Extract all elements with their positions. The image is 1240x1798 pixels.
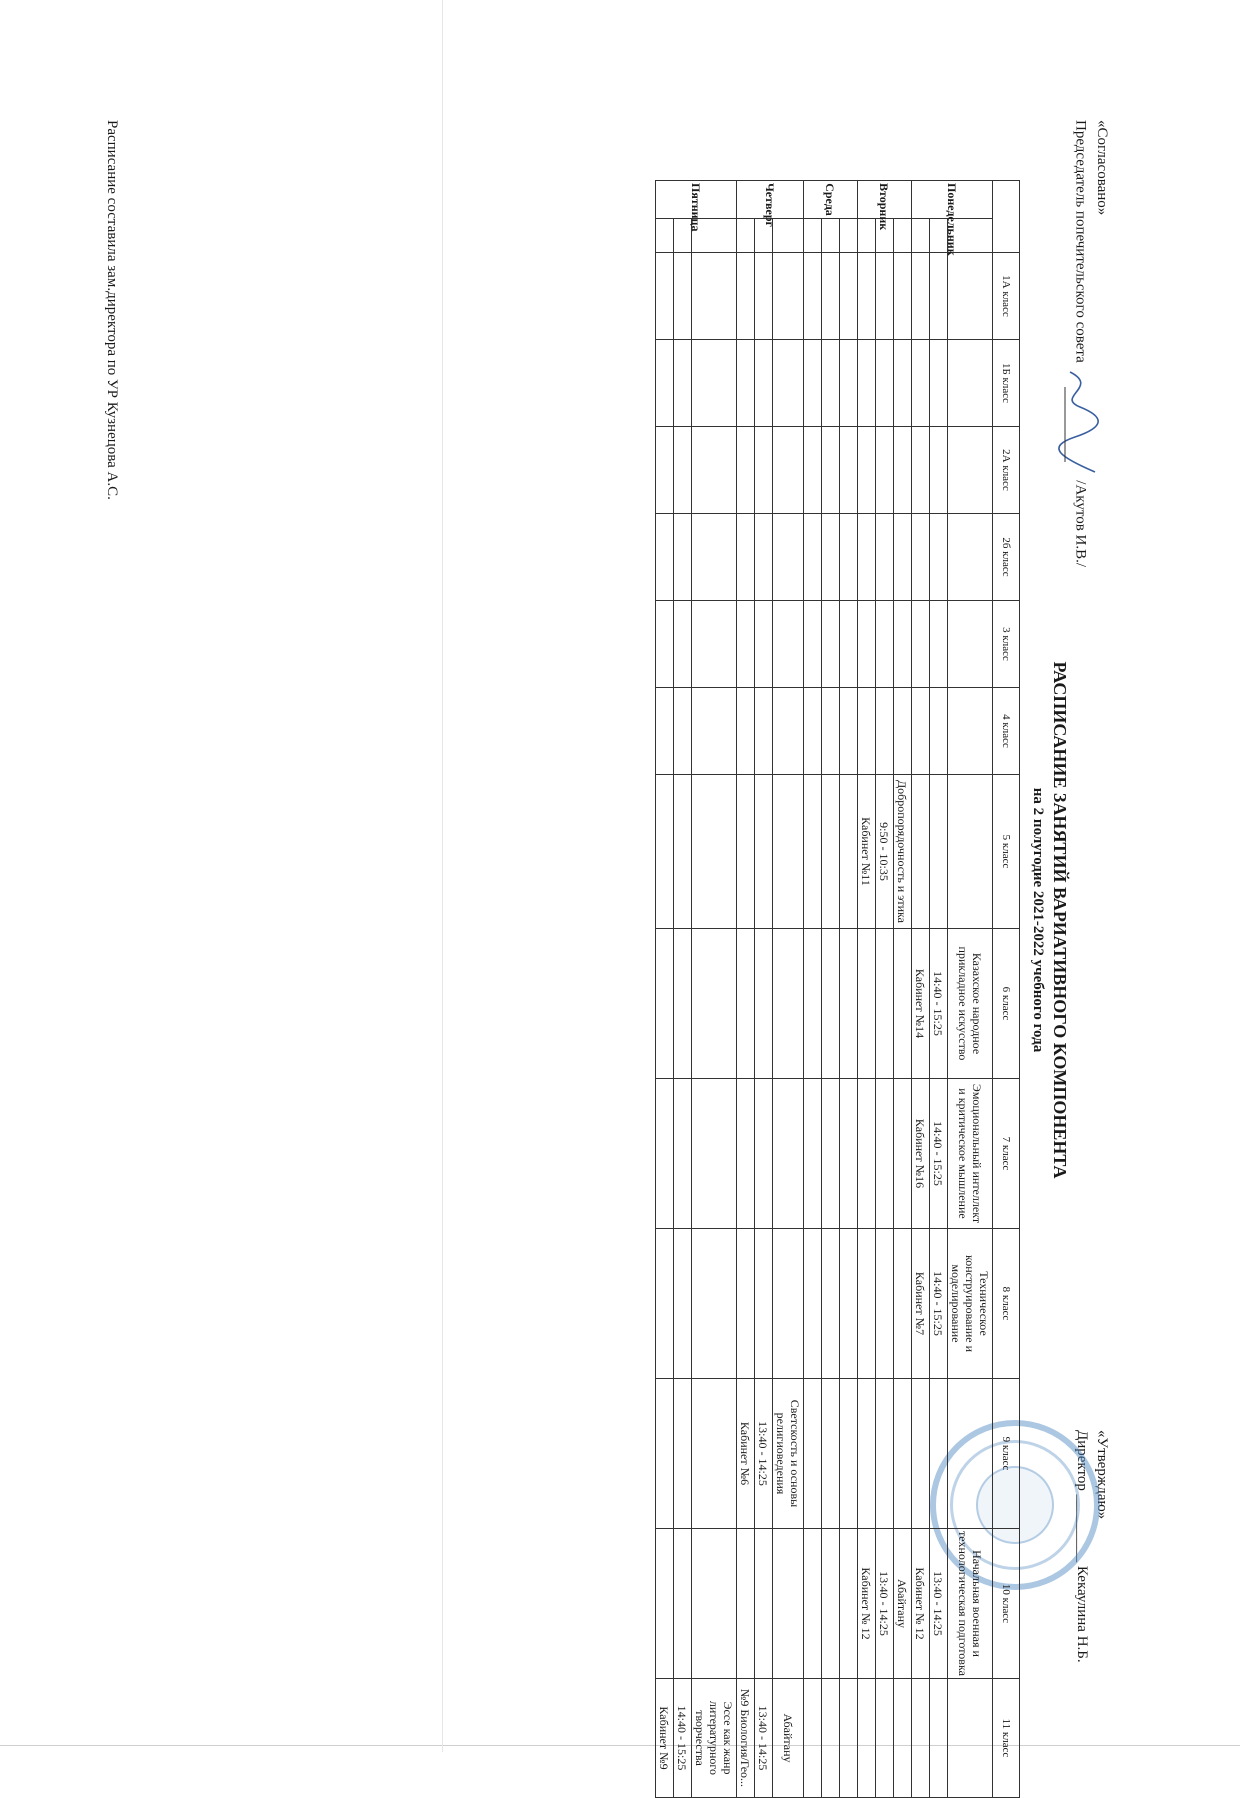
schedule-cell bbox=[894, 688, 912, 775]
schedule-cell bbox=[840, 253, 858, 340]
schedule-cell bbox=[894, 253, 912, 340]
schedule-cell bbox=[674, 601, 692, 688]
schedule-cell bbox=[948, 1679, 993, 1798]
schedule-cell bbox=[755, 514, 773, 601]
schedule-cell bbox=[894, 929, 912, 1079]
schedule-cell bbox=[737, 775, 755, 929]
header-corner bbox=[993, 181, 1020, 253]
schedule-cell bbox=[656, 929, 674, 1079]
table-row bbox=[755, 181, 773, 1798]
schedule-cell bbox=[656, 1229, 674, 1379]
schedule-cell bbox=[912, 427, 930, 514]
schedule-cell bbox=[804, 601, 822, 688]
sub-row-cell bbox=[858, 219, 876, 253]
schedule-cell: 14:40 - 15:25 bbox=[930, 929, 948, 1079]
schedule-cell bbox=[804, 775, 822, 929]
schedule-cell bbox=[804, 340, 822, 427]
schedule-cell bbox=[773, 929, 804, 1079]
schedule-cell: 13:40 - 14:25 bbox=[876, 1529, 894, 1679]
table-row bbox=[894, 181, 912, 1798]
schedule-cell: Кабинет №9 bbox=[656, 1679, 674, 1798]
schedule-cell: Абайтану bbox=[773, 1679, 804, 1798]
schedule-cell bbox=[840, 1229, 858, 1379]
schedule-cell bbox=[930, 1379, 948, 1529]
schedule-cell bbox=[737, 1229, 755, 1379]
schedule-cell: 14:40 - 15:25 bbox=[674, 1679, 692, 1798]
schedule-cell: Кабинет №7 bbox=[912, 1229, 930, 1379]
schedule-cell bbox=[773, 601, 804, 688]
schedule-cell bbox=[840, 1679, 858, 1798]
schedule-cell bbox=[674, 253, 692, 340]
schedule-cell bbox=[692, 688, 737, 775]
schedule-cell bbox=[692, 1529, 737, 1679]
agreed-label: «Согласовано» bbox=[1094, 120, 1110, 216]
schedule-cell: 13:40 - 14:25 bbox=[755, 1379, 773, 1529]
column-header: 10 класс bbox=[993, 1529, 1020, 1679]
schedule-cell bbox=[755, 601, 773, 688]
schedule-cell: Кабинет №14 bbox=[912, 929, 930, 1079]
schedule-cell bbox=[894, 1229, 912, 1379]
sub-row-cell bbox=[804, 219, 822, 253]
schedule-cell bbox=[692, 514, 737, 601]
sub-row-cell bbox=[894, 219, 912, 253]
schedule-cell bbox=[858, 929, 876, 1079]
chairman-line bbox=[1068, 120, 1092, 567]
table-row bbox=[656, 181, 674, 1798]
schedule-cell: Начальная военная и технологическая подготовка bbox=[948, 1529, 993, 1679]
director-prefix: Директор bbox=[1074, 1430, 1090, 1491]
schedule-cell: 13:40 - 14:25 bbox=[930, 1529, 948, 1679]
schedule-cell bbox=[840, 775, 858, 929]
table-row bbox=[737, 181, 755, 1798]
schedule-cell: Добропорядочность и этика bbox=[894, 775, 912, 929]
schedule-cell bbox=[858, 601, 876, 688]
schedule-cell bbox=[674, 1529, 692, 1679]
schedule-cell: 14:40 - 15:25 bbox=[930, 1229, 948, 1379]
schedule-cell bbox=[692, 775, 737, 929]
column-header: 11 класс bbox=[993, 1679, 1020, 1798]
schedule-cell bbox=[804, 1379, 822, 1529]
director-signature-line: _________ bbox=[1074, 1494, 1090, 1563]
schedule-cell bbox=[876, 514, 894, 601]
schedule-cell bbox=[773, 1079, 804, 1229]
schedule-cell bbox=[894, 1379, 912, 1529]
schedule-cell bbox=[858, 1379, 876, 1529]
document-title: РАСПИСАНИЕ ЗАНЯТИЙ ВАРИАТИВНОГО КОМПОНЕНТА bbox=[1050, 661, 1070, 1179]
schedule-cell bbox=[912, 775, 930, 929]
schedule-cell bbox=[822, 929, 840, 1079]
schedule-cell bbox=[755, 427, 773, 514]
schedule-cell bbox=[804, 929, 822, 1079]
column-header: 9 класс bbox=[993, 1379, 1020, 1529]
schedule-cell bbox=[804, 1079, 822, 1229]
table-row bbox=[876, 181, 894, 1798]
schedule-cell: Светскость и основы религиоведения bbox=[773, 1379, 804, 1529]
schedule-cell bbox=[822, 427, 840, 514]
schedule-cell bbox=[755, 253, 773, 340]
schedule-cell bbox=[804, 253, 822, 340]
table-row bbox=[822, 181, 840, 1798]
schedule-cell bbox=[804, 688, 822, 775]
schedule-cell bbox=[692, 1379, 737, 1529]
schedule-cell bbox=[876, 1679, 894, 1798]
schedule-cell bbox=[840, 427, 858, 514]
schedule-cell bbox=[656, 427, 674, 514]
column-header: 1Б класс bbox=[993, 340, 1020, 427]
schedule-cell bbox=[755, 1079, 773, 1229]
schedule-cell bbox=[692, 601, 737, 688]
schedule-cell bbox=[656, 601, 674, 688]
schedule-cell bbox=[840, 688, 858, 775]
schedule-cell bbox=[656, 253, 674, 340]
table-row bbox=[674, 181, 692, 1798]
schedule-cell bbox=[930, 427, 948, 514]
column-header: 2А класс bbox=[993, 427, 1020, 514]
schedule-cell bbox=[912, 514, 930, 601]
schedule-cell bbox=[692, 253, 737, 340]
schedule-cell bbox=[674, 340, 692, 427]
sub-row-cell bbox=[912, 219, 930, 253]
schedule-cell bbox=[674, 1079, 692, 1229]
schedule-cell bbox=[674, 1229, 692, 1379]
sub-row-cell bbox=[840, 219, 858, 253]
schedule-cell bbox=[755, 1229, 773, 1379]
table-row bbox=[948, 181, 993, 1798]
day-label: Пятница bbox=[656, 181, 737, 219]
schedule-cell bbox=[912, 253, 930, 340]
schedule-cell bbox=[894, 514, 912, 601]
approved-label: «Утверждаю» bbox=[1094, 1430, 1110, 1520]
schedule-cell bbox=[930, 1679, 948, 1798]
schedule-cell bbox=[755, 929, 773, 1079]
schedule-cell bbox=[822, 1229, 840, 1379]
schedule-cell: Кабинет №6 bbox=[737, 1379, 755, 1529]
schedule-cell bbox=[674, 427, 692, 514]
schedule-cell bbox=[876, 1079, 894, 1229]
schedule-cell: Казахское народное прикладное искусство bbox=[948, 929, 993, 1079]
table-row bbox=[840, 181, 858, 1798]
schedule-cell bbox=[773, 1229, 804, 1379]
schedule-cell bbox=[948, 601, 993, 688]
rotated-page bbox=[40, 80, 1120, 1788]
schedule-cell bbox=[773, 775, 804, 929]
schedule-cell bbox=[656, 1529, 674, 1679]
schedule-cell bbox=[894, 601, 912, 688]
column-header: 8 класс bbox=[993, 1229, 1020, 1379]
table-row bbox=[912, 181, 930, 1798]
sub-row-cell bbox=[737, 219, 755, 253]
schedule-cell bbox=[737, 1079, 755, 1229]
schedule-cell bbox=[737, 929, 755, 1079]
schedule-cell bbox=[755, 340, 773, 427]
schedule-cell bbox=[773, 688, 804, 775]
schedule-cell bbox=[692, 1079, 737, 1229]
schedule-cell bbox=[674, 929, 692, 1079]
schedule-cell bbox=[804, 1679, 822, 1798]
table-row bbox=[804, 181, 822, 1798]
schedule-cell: 13:40 - 14:25 bbox=[755, 1679, 773, 1798]
column-header: 2б класс bbox=[993, 514, 1020, 601]
sub-row-cell bbox=[822, 219, 840, 253]
schedule-cell bbox=[948, 688, 993, 775]
schedule-cell bbox=[674, 775, 692, 929]
schedule-cell bbox=[804, 1229, 822, 1379]
sub-row-cell bbox=[656, 219, 674, 253]
schedule-cell bbox=[858, 340, 876, 427]
schedule-cell bbox=[804, 427, 822, 514]
schedule-cell bbox=[948, 427, 993, 514]
schedule-cell bbox=[876, 601, 894, 688]
schedule-cell bbox=[737, 1529, 755, 1679]
schedule-cell: Техническое конструирование и моделирование bbox=[948, 1229, 993, 1379]
schedule-cell: Кабинет № 12 bbox=[912, 1529, 930, 1679]
schedule-cell bbox=[804, 1529, 822, 1679]
schedule-cell bbox=[822, 253, 840, 340]
schedule-cell bbox=[674, 514, 692, 601]
table-row bbox=[692, 181, 737, 1798]
schedule-cell bbox=[948, 514, 993, 601]
day-label: Вторник bbox=[858, 181, 912, 219]
schedule-cell bbox=[876, 1379, 894, 1529]
table-row bbox=[773, 181, 804, 1798]
schedule-cell bbox=[894, 1679, 912, 1798]
schedule-cell bbox=[840, 1529, 858, 1679]
schedule-cell bbox=[822, 1079, 840, 1229]
schedule-cell bbox=[840, 1379, 858, 1529]
schedule-cell bbox=[773, 514, 804, 601]
schedule-cell bbox=[822, 1679, 840, 1798]
schedule-cell bbox=[656, 1379, 674, 1529]
schedule-cell bbox=[773, 253, 804, 340]
schedule-cell bbox=[858, 427, 876, 514]
schedule-cell bbox=[822, 601, 840, 688]
schedule-cell bbox=[930, 688, 948, 775]
schedule-cell bbox=[840, 929, 858, 1079]
schedule-cell bbox=[894, 427, 912, 514]
schedule-cell: Кабинет № 12 bbox=[858, 1529, 876, 1679]
schedule-cell bbox=[755, 775, 773, 929]
schedule-cell bbox=[656, 514, 674, 601]
schedule-cell bbox=[656, 688, 674, 775]
schedule-cell bbox=[822, 1379, 840, 1529]
column-header: 5 класс bbox=[993, 775, 1020, 929]
director-name: Кекаулина Н.Б. bbox=[1074, 1565, 1090, 1663]
schedule-cell bbox=[858, 514, 876, 601]
schedule-cell bbox=[876, 427, 894, 514]
schedule-cell bbox=[948, 340, 993, 427]
schedule-cell bbox=[755, 1529, 773, 1679]
schedule-cell bbox=[930, 601, 948, 688]
day-label: Понедельник bbox=[912, 181, 993, 219]
day-label: Четверг bbox=[737, 181, 804, 219]
schedule-cell: 9:50 - 10:35 bbox=[876, 775, 894, 929]
column-header: 6 класс bbox=[993, 929, 1020, 1079]
schedule-cell: Эссе как жанр литературного творчества bbox=[692, 1679, 737, 1798]
schedule-cell: Абайтану bbox=[894, 1529, 912, 1679]
schedule-cell bbox=[930, 340, 948, 427]
schedule-cell bbox=[674, 688, 692, 775]
column-header: 4 класс bbox=[993, 688, 1020, 775]
schedule-cell bbox=[912, 1679, 930, 1798]
schedule-cell bbox=[822, 775, 840, 929]
schedule-cell bbox=[858, 688, 876, 775]
schedule-cell bbox=[930, 253, 948, 340]
schedule-cell bbox=[737, 514, 755, 601]
header-left bbox=[1068, 120, 1112, 567]
schedule-cell bbox=[737, 340, 755, 427]
schedule-cell: Кабинет №16 bbox=[912, 1079, 930, 1229]
schedule-cell bbox=[692, 929, 737, 1079]
schedule-cell: №9 Биология/Гео... bbox=[737, 1679, 755, 1798]
table-row bbox=[858, 181, 876, 1798]
schedule-cell bbox=[840, 601, 858, 688]
document-subtitle: на 2 полугодие 2021-2022 учебного года bbox=[1030, 787, 1046, 1053]
schedule-cell bbox=[773, 427, 804, 514]
column-header: 7 класс bbox=[993, 1079, 1020, 1229]
schedule-cell bbox=[773, 340, 804, 427]
sub-row-cell bbox=[773, 219, 804, 253]
schedule-cell bbox=[858, 253, 876, 340]
schedule-cell bbox=[948, 775, 993, 929]
schedule-cell bbox=[876, 1229, 894, 1379]
schedule-cell bbox=[858, 1079, 876, 1229]
schedule-cell bbox=[912, 601, 930, 688]
schedule-cell bbox=[822, 1529, 840, 1679]
schedule-cell bbox=[858, 1229, 876, 1379]
table-row bbox=[930, 181, 948, 1798]
schedule-cell bbox=[656, 775, 674, 929]
schedule-table bbox=[655, 180, 1020, 1798]
schedule-cell bbox=[692, 1229, 737, 1379]
schedule-cell bbox=[930, 514, 948, 601]
schedule-cell bbox=[656, 1079, 674, 1229]
schedule-cell bbox=[840, 1079, 858, 1229]
schedule-cell bbox=[840, 514, 858, 601]
schedule-cell bbox=[737, 253, 755, 340]
schedule-cell bbox=[930, 775, 948, 929]
schedule-cell bbox=[773, 1529, 804, 1679]
schedule-cell bbox=[912, 1379, 930, 1529]
schedule-cell bbox=[674, 1379, 692, 1529]
schedule-cell bbox=[737, 427, 755, 514]
table-header-row bbox=[993, 181, 1020, 1798]
schedule-cell bbox=[912, 688, 930, 775]
schedule-cell bbox=[692, 340, 737, 427]
schedule-cell bbox=[876, 688, 894, 775]
day-label: Среда bbox=[804, 181, 858, 219]
schedule-cell bbox=[912, 340, 930, 427]
schedule-cell bbox=[894, 340, 912, 427]
schedule-cell bbox=[737, 601, 755, 688]
schedule-cell bbox=[894, 1079, 912, 1229]
schedule-cell: Кабинет №11 bbox=[858, 775, 876, 929]
schedule-cell bbox=[876, 253, 894, 340]
chairman-prefix: Председатель попечительского совета bbox=[1072, 120, 1089, 363]
schedule-cell bbox=[876, 929, 894, 1079]
schedule-cell bbox=[858, 1679, 876, 1798]
schedule-cell bbox=[656, 340, 674, 427]
schedule-cell bbox=[948, 253, 993, 340]
schedule-cell: Эмоциональный интеллект и критическое мышление bbox=[948, 1079, 993, 1229]
column-header: 3 класс bbox=[993, 601, 1020, 688]
schedule-cell bbox=[822, 514, 840, 601]
schedule-cell bbox=[737, 688, 755, 775]
schedule-cell bbox=[840, 340, 858, 427]
schedule-cell bbox=[948, 1379, 993, 1529]
schedule-cell bbox=[876, 340, 894, 427]
footer-note: Расписание составила зам.директора по УР Кузнецова А.С. bbox=[104, 120, 120, 500]
schedule-cell bbox=[755, 688, 773, 775]
signature-icon bbox=[1068, 367, 1092, 477]
schedule-cell bbox=[804, 514, 822, 601]
chairman-name: /Акутов И.В./ bbox=[1072, 480, 1089, 568]
schedule-cell bbox=[692, 427, 737, 514]
schedule-cell bbox=[822, 340, 840, 427]
schedule-cell bbox=[822, 688, 840, 775]
column-header: 1А класс bbox=[993, 253, 1020, 340]
schedule-cell: 14:40 - 15:25 bbox=[930, 1079, 948, 1229]
